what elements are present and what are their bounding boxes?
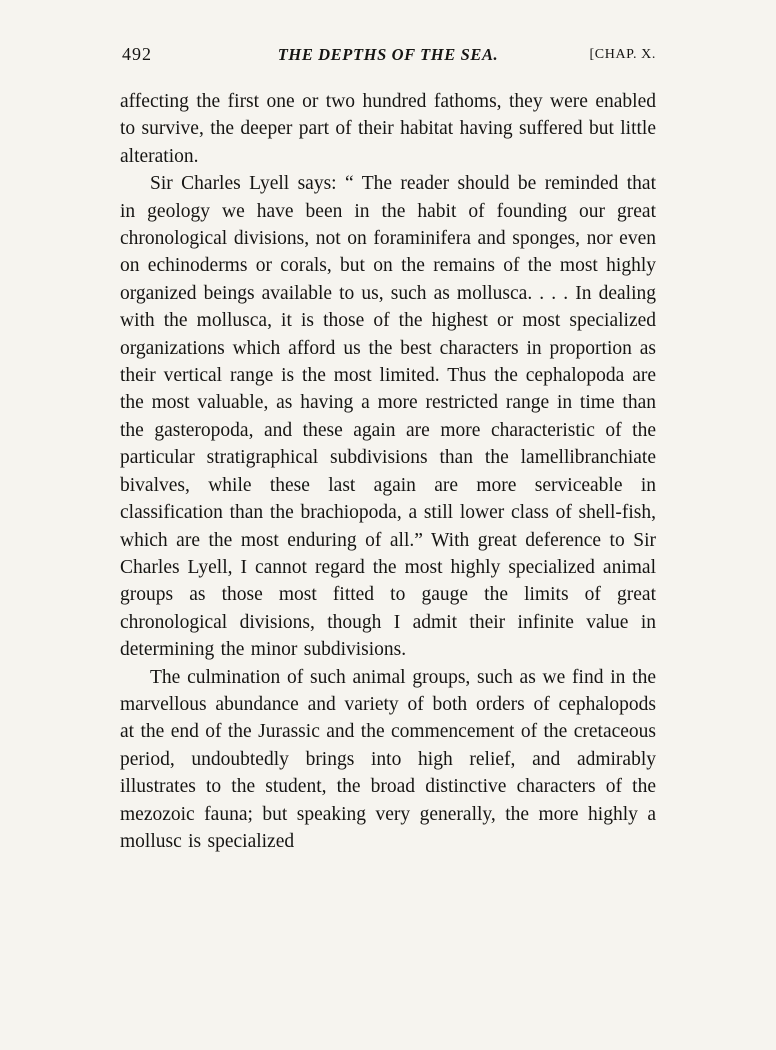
paragraph-culmination: The culmination of such animal groups, such as we find in the marvellous abundance and variety of both orders of cephalopods at the end of the Jurassic and the commencement of the cretaceous period, undoubtedly brings into high relief, and admirably illustrates to the student, the broad distinctive characters of the mezozoic fauna; but speaking very generally, the more highly a mollusc is specialized bbox=[120, 666, 656, 852]
body-text bbox=[120, 88, 656, 855]
running-title: THE DEPTHS OF THE SEA. bbox=[277, 45, 499, 64]
running-head bbox=[120, 44, 656, 68]
page-number: 492 bbox=[122, 44, 152, 64]
chapter-label: [CHAP. X. bbox=[589, 47, 656, 62]
paragraph-continuation: affecting the first one or two hundred fathoms, they were enabled to survive, the deeper part of their habitat having suffered but little alteration. bbox=[120, 91, 656, 167]
paragraph-lyell-quote: Sir Charles Lyell says: “ The reader should be reminded that in geology we have been in the habit of founding our great chronological divisions, not on foraminifera and sponges, nor even on echinoderms or corals, but on the remains of the most highly organized beings available to us, such as mollusca. . . . In dealing with the mollusca, it is those of the highest or most specialized organizations which afford us the best characters in proportion as their vertical range is the most limited. Thus the cephalopoda are the most valuable, as having a more restricted range in time than the gasteropoda, and these again are more characteristic of the particular stratigraphical subdivisions than the lamellibranchiate bivalves, while these last again are more serviceable in classification than the brachiopoda, a still lower class of shell-fish, which are the most enduring of all.” With great deference to Sir Charles Lyell, I cannot regard the most highly specialized animal groups as those most fitted to gauge the limits of great chronological divisions, though I admit their infinite value in determining the minor subdivisions. bbox=[120, 173, 656, 661]
